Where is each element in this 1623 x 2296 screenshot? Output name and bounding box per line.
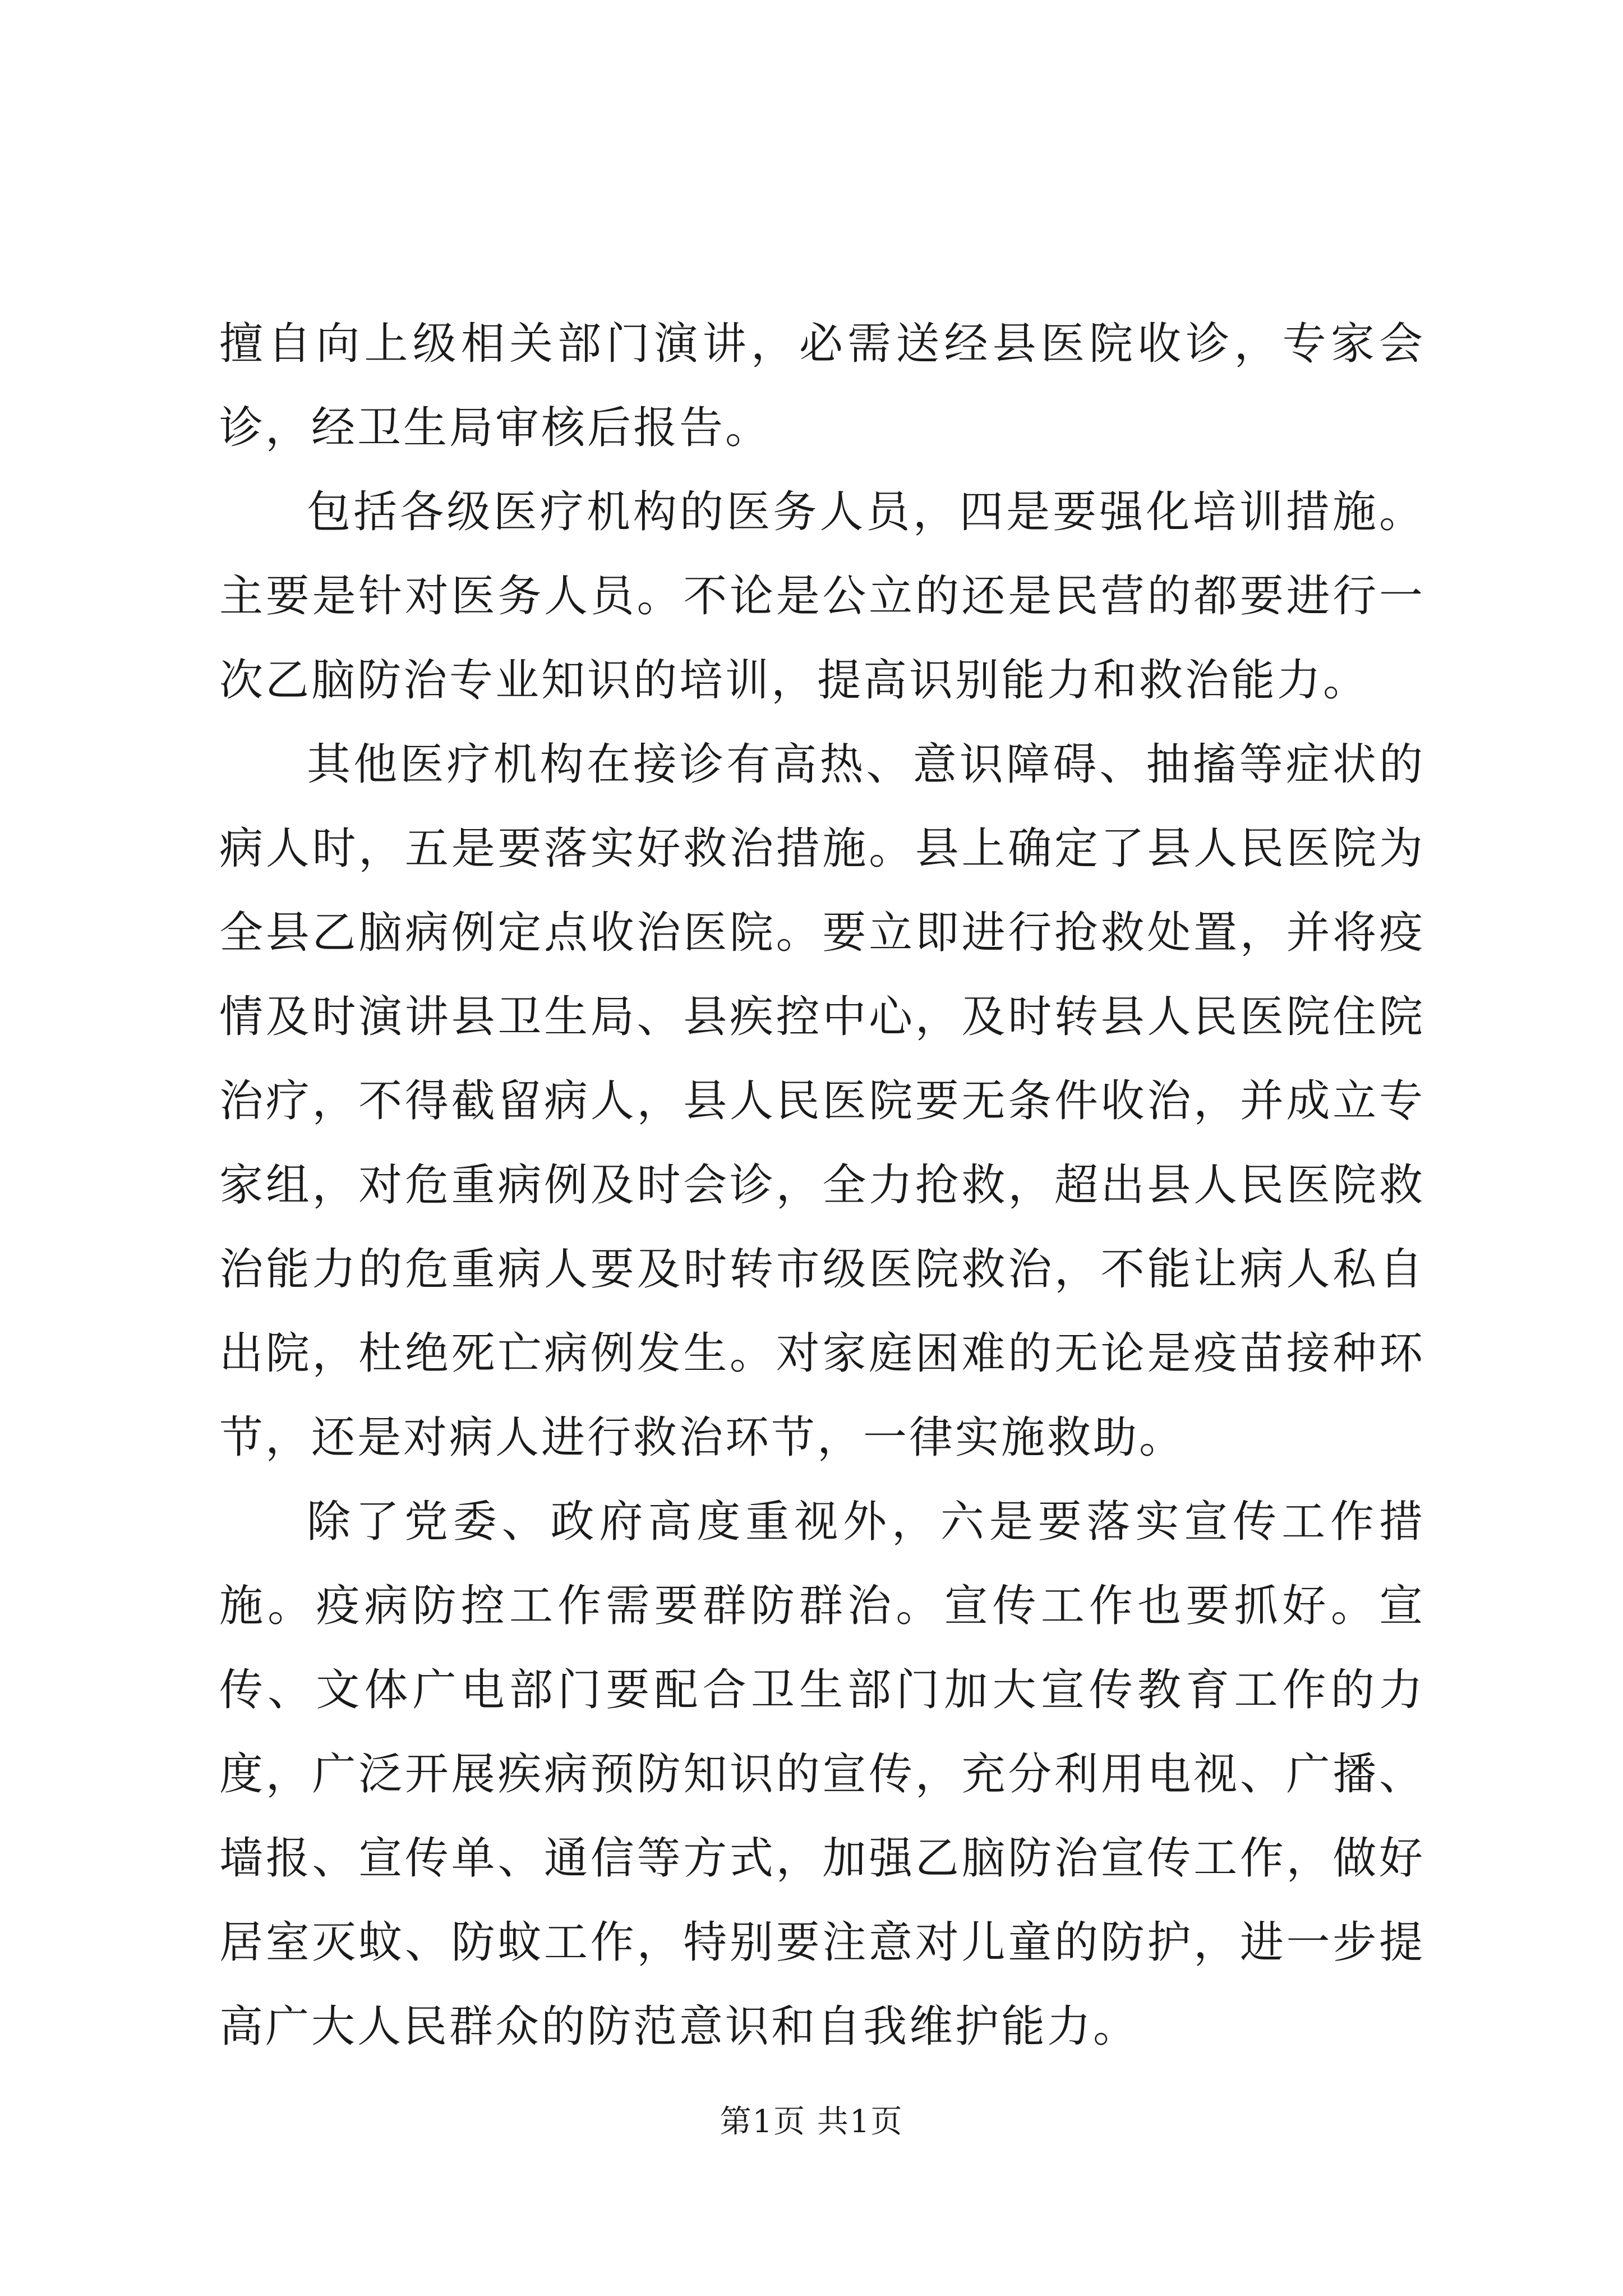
document-body <box>219 302 1425 2069</box>
paragraph-2: 包括各级医疗机构的医务人员，四是要强化培训措施。主要是针对医务人员。不论是公立的还是民营的都要进行一次乙脑防治专业知识的培训，提高识别能力和救治能力。 <box>219 487 1425 706</box>
paragraph-3: 其他医疗机构在接诊有高热、意识障碍、抽搐等症状的病人时，五是要落实好救治措施。县上确定了县人民医院为全县乙脑病例定点收治医院。要立即进行抢救处置，并将疫情及时演讲县卫生局、县疾控中心，及时转县人民医院住院治疗，不得截留病人，县人民医院要无条件收治，并成立专家组，对危重病例及时会诊，全力抢救，超出县人民医院救治能力的危重病人要及时转市级医院救治，不能让病人私自出院，杜绝死亡病例发生。对家庭困难的无论是疫苗接种环节，还是对病人进行救治环节，一律实施救助。 <box>219 739 1425 1463</box>
paragraph-4: 除了党委、政府高度重视外，六是要落实宣传工作措施。疫病防控工作需要群防群治。宣传工作也要抓好。宣传、文体广电部门要配合卫生部门加大宣传教育工作的力度，广泛开展疾病预防知识的宣传，充分利用电视、广播、墙报、宣传单、通信等方式，加强乙脑防治宣传工作，做好居室灭蚊、防蚊工作，特别要注意对儿童的防护，进一步提高广大人民群众的防范意识和自我维护能力。 <box>219 1497 1425 2052</box>
paragraph-1: 擅自向上级相关部门演讲，必需送经县医院收诊，专家会诊，经卫生局审核后报告。 <box>219 319 1425 453</box>
page-footer: 第1页 共1页 <box>720 2104 903 2140</box>
